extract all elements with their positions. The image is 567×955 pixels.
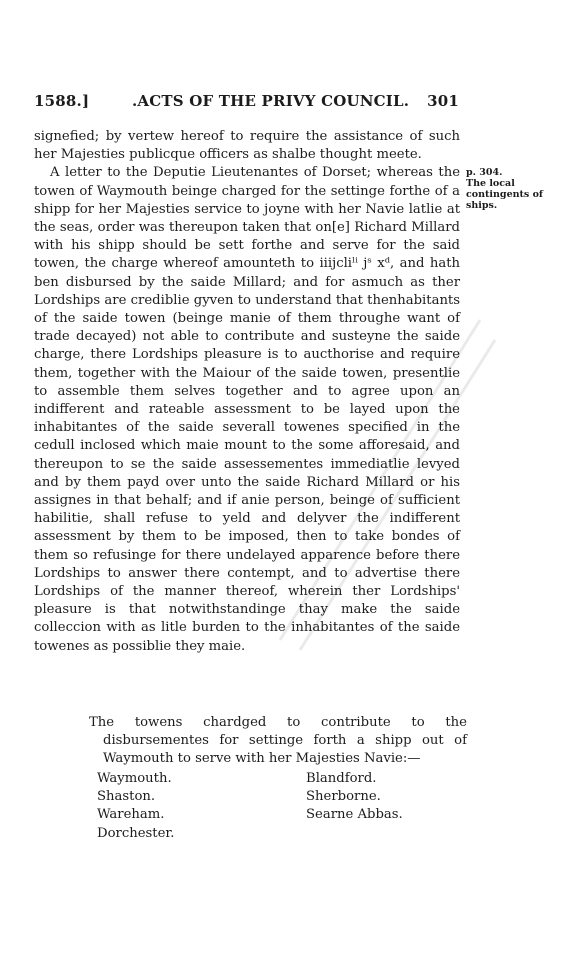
margin-note	[466, 167, 556, 211]
town-item: Blandford.	[306, 771, 377, 786]
page-number: 301	[427, 92, 459, 110]
towns-column-right	[306, 770, 436, 825]
body-text	[34, 128, 460, 656]
town-item: Waymouth.	[97, 771, 172, 786]
town-item: Searne Abbas.	[306, 807, 403, 823]
towns-list-intro	[89, 714, 467, 769]
margin-note-reference: p. 304.	[466, 167, 503, 178]
town-item: Sherborne.	[306, 789, 381, 805]
town-item: Shaston.	[97, 789, 156, 805]
margin-note-text: The local contingents of ships.	[466, 178, 543, 211]
paragraph-letter-dorset: A letter to the Deputie Lieutenantes of Dorset; whereas the towen of Waymouth beinge charged for the settinge forthe of a shipp for her Majesties service to joyne with her Navie latlie at the seas, order was thereupon taken that on[e] Richard Millard with his shipp should be sett forthe and serve for the said towen, the charge whereof amounteth to iiijcliˡⁱ jˢ xᵈ, and hath ben disbursed by the saide Millard; and for asmuch as ther Lordships are crediblie gyven to understand that thenhabitants of the saide towen (beinge manie of them throughe want of trade decayed) not able to contribute and susteyne the saide charge, there Lordships pleasure is to aucthorise and require them, together with the Maiour of the saide towen, presentlie to assemble them selves together and to agree upon an indifferent and rateable assessment to be layed upon the inhabitantes of the saide severall towenes specified in the cedull inclosed which maie mount to the some afforesaid, and thereupon to se the saide assessementes immediatlie levyed and by them payd over unto the saide Richard Millard or his assignes in that behalf; and if anie person, beinge of sufficient habilitie, shall refuse to yeld and delyver the indifferent assessment by them to be imposed, then to take bondes of them so refusinge for there undelayed apparence before there Lordships to answer there contempt, and to advertise there Lordships of the manner thereof, wherein ther Lordships' pleasure is that notwithstandinge thay make the saide colleccion with as litle burden to the inhabitantes of the saide towenes as possiblie they maie.	[34, 165, 460, 654]
paragraph-continuation: signefied; by vertew hereof to require the assistance of such her Majesties publicque officers as shalbe thought meete.	[34, 129, 460, 163]
town-item: Wareham.	[97, 807, 165, 823]
running-header	[34, 92, 459, 114]
header-year: 1588.]	[34, 92, 90, 110]
towns-column-left	[97, 770, 257, 843]
towns-list-heading: The towens chardged to contribute to the disbursementes for settinge forth a shipp out of Waymouth to serve with her Majesties Navie:—	[89, 715, 467, 767]
header-title: .ACTS OF THE PRIVY COUNCIL.	[132, 92, 410, 110]
town-item: Dorchester.	[97, 825, 175, 841]
